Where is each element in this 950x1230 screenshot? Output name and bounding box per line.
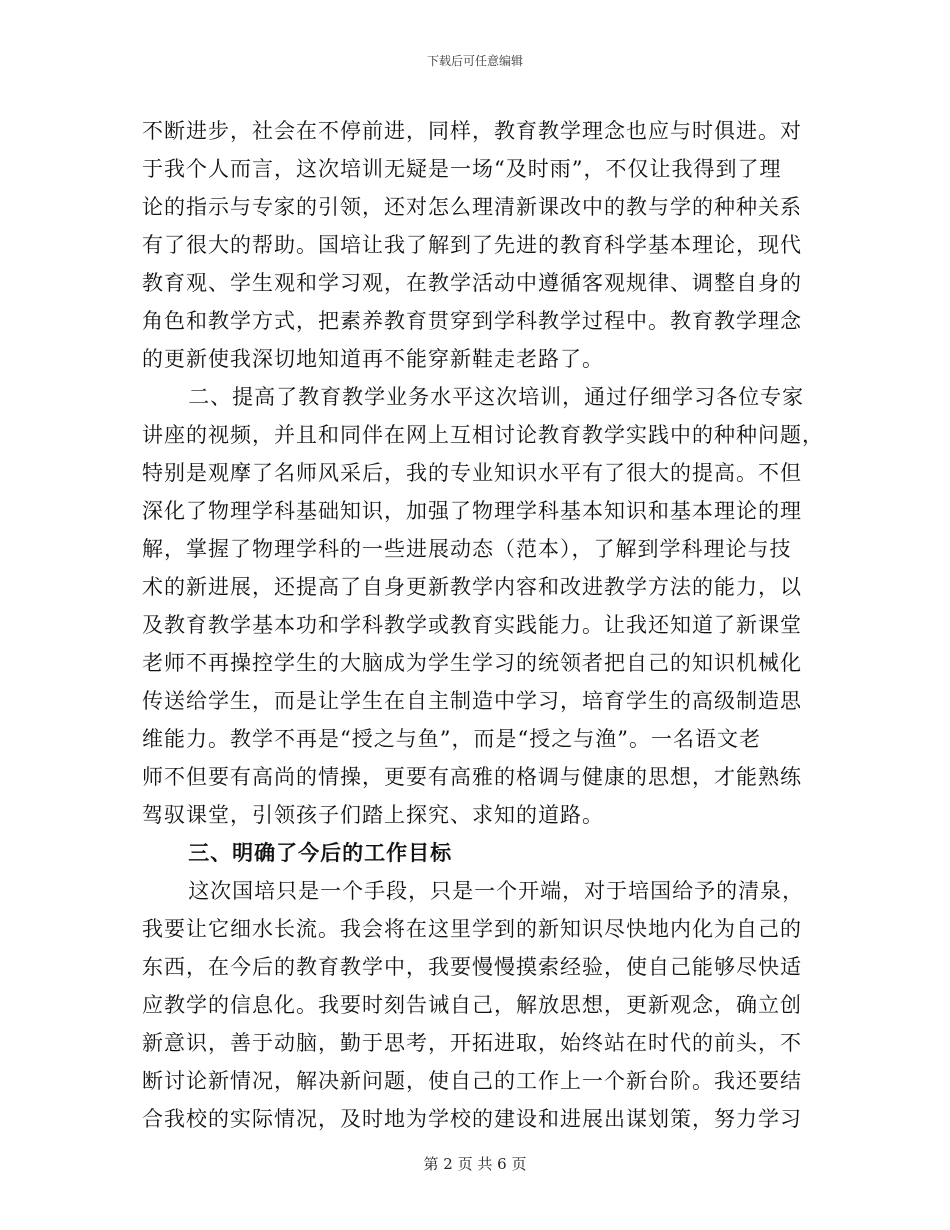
- paragraph-line: 不断进步，社会在不停前进，同样，教育教学理念也应与时俱进。对: [142, 119, 802, 143]
- paragraph-line: 于我个人而言，这次培训无疑是一场“及时雨”，不仅让我得到了理: [142, 157, 782, 181]
- paragraph-line: 二、提高了教育教学业务水平这次培训，通过仔细学习各位专家: [188, 385, 805, 409]
- paragraph-line: 应教学的信息化。我要时刻告诫自己，解放思想，更新观念，确立创: [142, 993, 802, 1017]
- paragraph-line: 论的指示与专家的引领，还对怎么理清新课改中的教与学的种种关系: [142, 195, 802, 219]
- paragraph-line: 我要让它细水长流。我会将在这里学到的新知识尽快地内化为自己的: [142, 917, 802, 941]
- paragraph-line: 传送给学生，而是让学生在自主制造中学习，培育学生的高级制造思: [142, 689, 802, 713]
- paragraph-line: 的更新使我深切地知道再不能穿新鞋走老路了。: [142, 347, 604, 371]
- page-header: 下载后可任意编辑: [426, 54, 523, 68]
- paragraph-line: 合我校的实际情况，及时地为学校的建设和进展出谋划策，努力学习: [142, 1107, 802, 1131]
- paragraph-line: 讲座的视频，并且和同伴在网上互相讨论教育教学实践中的种种问题，: [142, 423, 824, 447]
- paragraph-line: 教育观、学生观和学习观，在教学活动中遵循客观规律、调整自身的: [142, 271, 802, 295]
- paragraph-line: 师不但要有高尚的情操，更要有高雅的格调与健康的思想，才能熟练: [142, 765, 802, 789]
- paragraph-line: 断讨论新情况，解决新问题，使自己的工作上一个新台阶。我还要结: [142, 1069, 802, 1093]
- paragraph-line: 角色和教学方式，把素养教育贯穿到学科教学过程中。教育教学理念: [142, 309, 802, 333]
- paragraph-line: 这次国培只是一个手段，只是一个开端，对于培国给予的清泉，: [188, 879, 805, 903]
- paragraph-line: 驾驭课堂，引领孩子们踏上探究、求知的道路。: [142, 803, 604, 827]
- paragraph-line: 东西，在今后的教育教学中，我要慢慢摸索经验，使自己能够尽快适: [142, 955, 802, 979]
- paragraph-line: 解，掌握了物理学科的一些进展动态（范本），了解到学科理论与技: [142, 537, 792, 561]
- paragraph-line: 特别是观摩了名师风采后，我的专业知识水平有了很大的提高。不但: [142, 461, 802, 485]
- document-body: [142, 112, 824, 1138]
- paragraph-line: 老师不再操控学生的大脑成为学生学习的统领者把自己的知识机械化: [142, 651, 802, 675]
- paragraph-line: 维能力。教学不再是“授之与鱼”，而是“授之与渔”。一名语文老: [142, 727, 761, 751]
- section-heading-line: 三、明确了今后的工作目标: [188, 840, 453, 865]
- paragraph-line: 深化了物理学科基础知识，加强了物理学科基本知识和基本理论的理: [142, 499, 802, 523]
- paragraph-line: 术的新进展，还提高了自身更新教学内容和改进教学方法的能力，以: [142, 575, 802, 599]
- paragraph-line: 及教育教学基本功和学科教学或教育实践能力。让我还知道了新课堂: [142, 613, 802, 637]
- paragraph-line: 新意识，善于动脑，勤于思考，开拓进取，始终站在时代的前头，不: [142, 1031, 802, 1055]
- page-number-footer: 第 2 页 共 6 页: [423, 1155, 527, 1173]
- paragraph-line: 有了很大的帮助。国培让我了解到了先进的教育科学基本理论，现代: [142, 233, 802, 257]
